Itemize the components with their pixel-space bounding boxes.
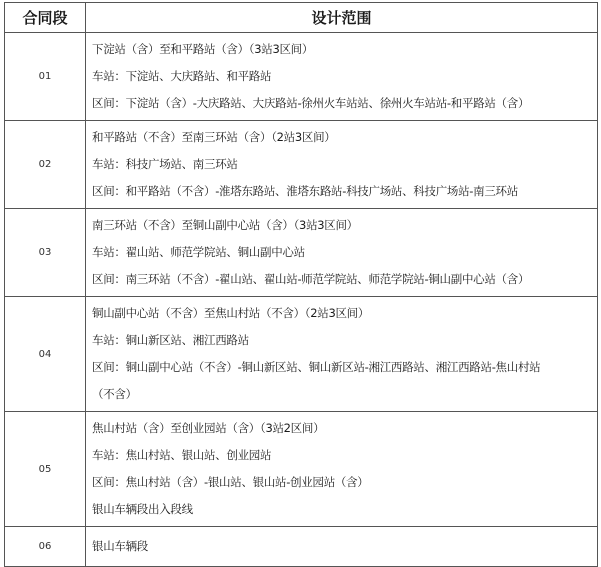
- table-row: [5, 527, 598, 567]
- table-row: [5, 297, 598, 412]
- scope-cell: [86, 297, 598, 412]
- scope-summary: 下淀站（含）至和平路站（含）（3站3区间）: [92, 42, 314, 56]
- scope-cell: [86, 527, 598, 567]
- scope-sections: 区间：焦山村站（含）-银山站、银山站-创业园站（含）: [92, 475, 369, 489]
- segment-id: 06: [5, 527, 86, 567]
- segment-id: 04: [5, 297, 86, 412]
- scope-cell: [86, 33, 598, 121]
- table-row: [5, 209, 598, 297]
- scope-stations: 车站：铜山新区站、湘江西路站: [92, 333, 249, 347]
- scope-sections: 区间：南三环站（不含）-翟山站、翟山站-师范学院站、师范学院站-铜山副中心站（含）: [92, 272, 530, 286]
- scope-sections: 区间：下淀站（含）-大庆路站、大庆路站-徐州火车站站、徐州火车站站-和平路站（含）: [92, 96, 530, 110]
- scope-summary: 南三环站（不含）至铜山副中心站（含）（3站3区间）: [92, 218, 358, 232]
- header-scope: 设计范围: [86, 3, 598, 33]
- scope-cell: [86, 412, 598, 527]
- scope-stations: 车站：焦山村站、银山站、创业园站: [92, 448, 272, 462]
- scope-summary: 银山车辆段: [92, 539, 148, 553]
- scope-sections: 区间：铜山副中心站（不含）-铜山新区站、铜山新区站-湘江西路站、湘江西路站-焦山村站: [92, 360, 541, 374]
- header-segment: 合同段: [5, 3, 86, 33]
- scope-sections-continued: （不含）: [92, 387, 137, 401]
- segment-id: 02: [5, 121, 86, 209]
- table-header-row: [5, 3, 598, 33]
- scope-summary: 铜山副中心站（不含）至焦山村站（不含）（2站3区间）: [92, 306, 370, 320]
- scope-depot-line: 银山车辆段出入段线: [92, 502, 193, 516]
- segment-id: 05: [5, 412, 86, 527]
- table-row: [5, 121, 598, 209]
- scope-stations: 车站：科技广场站、南三环站: [92, 157, 238, 171]
- table-row: [5, 33, 598, 121]
- table-row: [5, 412, 598, 527]
- segment-id: 01: [5, 33, 86, 121]
- scope-summary: 和平路站（不含）至南三环站（含）（2站3区间）: [92, 130, 336, 144]
- scope-stations: 车站：翟山站、师范学院站、铜山副中心站: [92, 245, 305, 259]
- scope-stations: 车站：下淀站、大庆路站、和平路站: [92, 69, 272, 83]
- segment-id: 03: [5, 209, 86, 297]
- scope-summary: 焦山村站（含）至创业园站（含）（3站2区间）: [92, 421, 325, 435]
- contract-scope-table: [4, 2, 598, 567]
- scope-cell: [86, 121, 598, 209]
- scope-cell: [86, 209, 598, 297]
- scope-sections: 区间：和平路站（不含）-淮塔东路站、淮塔东路站-科技广场站、科技广场站-南三环站: [92, 184, 518, 198]
